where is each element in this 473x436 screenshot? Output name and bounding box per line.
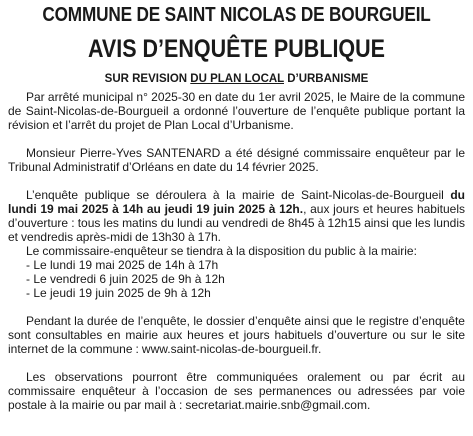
- paragraph-arrete: Par arrêté municipal n° 2025-30 en date du 1er avril 2025, le Maire de la commune de Saint-Nicolas-de-Bourgueil a ordonné l’ouverture de l’enquête publique portant la révision et l’arrêt du projet de Plan Local d’Urbanisme.: [8, 90, 465, 132]
- notice-title: AVIS D’ENQUÊTE PUBLIQUE: [87, 35, 386, 63]
- spacer: [8, 174, 465, 188]
- dates-pre: L’enquête publique se déroulera à la mairie de Saint-Nicolas-de-Bourgueil: [26, 188, 451, 202]
- spacer: [8, 132, 465, 146]
- commune-heading: COMMUNE DE SAINT NICOLAS DE BOURGUEIL: [42, 4, 431, 26]
- subtitle-underlined: DU PLAN LOCAL: [190, 73, 284, 85]
- paragraph-commissaire: Monsieur Pierre-Yves SANTENARD a été désigné commissaire enquêteur par le Tribunal Administratif d’Orléans en date du 14 février 2025.: [8, 146, 465, 174]
- dates-post: , aux jours et heures habituels d’ouverture : tous les matins du lundi au vendredi de 8h45 à 12h15 ainsi que les lundis et vendredis après-midi de 13h30 à 17h.: [8, 202, 465, 244]
- list-item: - Le lundi 19 mai 2025 de 14h à 17h: [26, 258, 219, 272]
- dates-bold: du lundi 19 mai 2025 à 14h au jeudi 19 juin 2025 à 12h.: [8, 188, 465, 216]
- paragraph-observations: Les observations pourront être communiquées oralement ou par écrit au commissaire enquêteur à l’occasion de ses permanences ou adressées par voie postale à la mairie ou par mail à : secretariat.mairie.snb@gmail.com.: [8, 370, 465, 412]
- paragraph-permanences-intro: Le commissaire-enquêteur se tiendra à la disposition du public à la mairie:: [26, 244, 417, 258]
- subtitle-post: D’URBANISME: [284, 73, 369, 85]
- notice-subtitle: [8, 72, 465, 86]
- spacer: [8, 300, 465, 314]
- list-item: - Le jeudi 19 juin 2025 de 9h à 12h: [26, 286, 211, 300]
- paragraph-dates: [8, 188, 465, 244]
- list-item: - Le vendredi 6 juin 2025 de 9h à 12h: [26, 272, 225, 286]
- spacer: [8, 356, 465, 370]
- subtitle-pre: SUR REVISION: [104, 73, 191, 85]
- permanences-list: [8, 258, 465, 300]
- paragraph-dossier: Pendant la durée de l’enquête, le dossier d’enquête ainsi que le registre d’enquête sont consultables en mairie aux heures et jours habituels d’ouverture ou sur le site internet de la commune : www.saint-nicolas-de-bourgueil.fr.: [8, 314, 465, 356]
